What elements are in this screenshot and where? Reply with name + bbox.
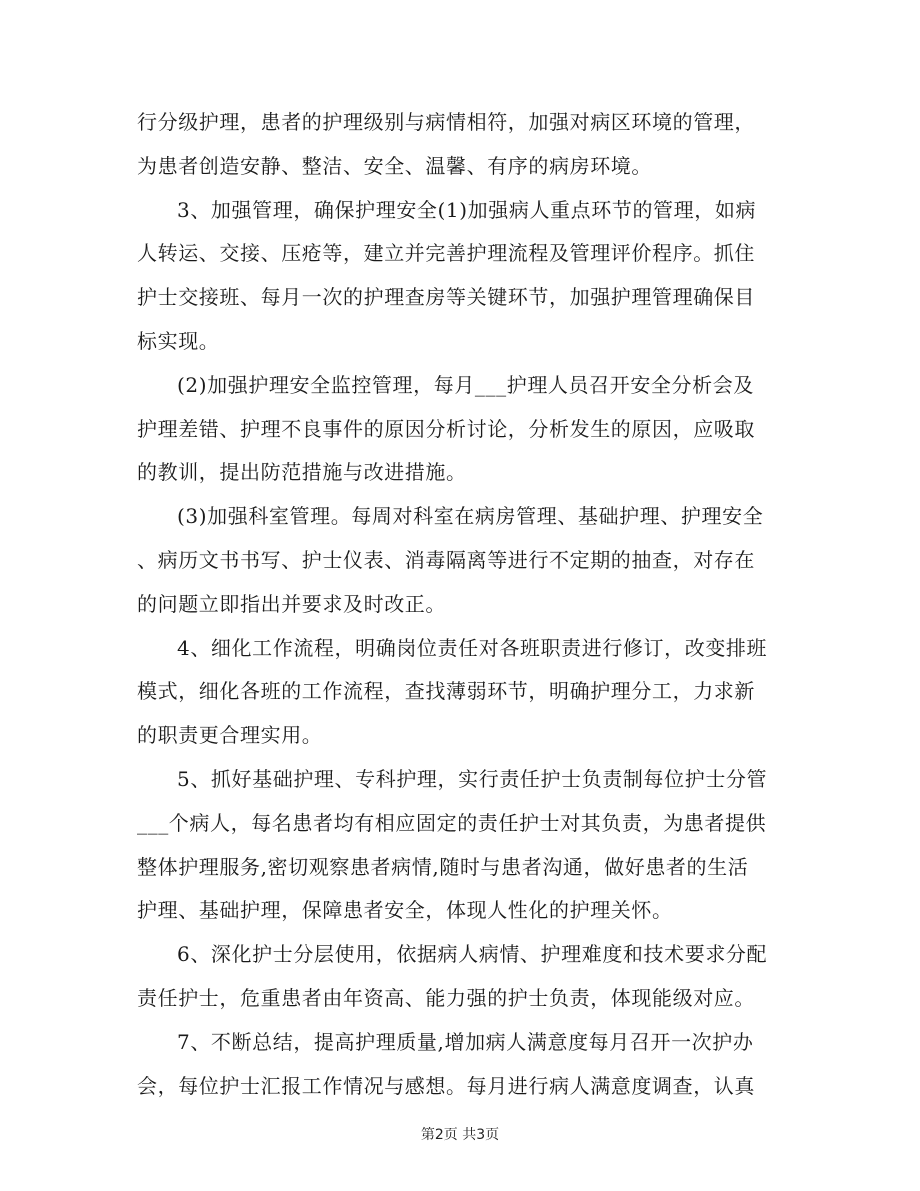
text-line: (3)加强科室管理。每周对科室在病房管理、基础护理、护理安全 [177,504,764,529]
text-line: 整体护理服务,密切观察患者病情,随时与患者沟通，做好患者的生活 [137,854,749,879]
text-line: 7、不断总结，提高护理质量,增加病人满意度每月召开一次护办 [177,1029,754,1054]
paragraph-1 [137,101,787,189]
text-line: (2)加强护理安全监控管理，每月___护理人员召开安全分析会及 [177,372,754,397]
paragraph-3 [137,364,787,495]
text-line: 6、深化护士分层使用，依据病人病情、护理难度和技术要求分配 [177,942,768,967]
text-line: 的教训，提出防范措施与改进措施。 [137,460,467,485]
text-line: 的职责更合理实用。 [137,723,323,748]
text-line: 模式，细化各班的工作流程，查找薄弱环节，明确护理分工，力求新 [137,679,755,704]
text-line: 护理、基础护理，保障患者安全，体现人性化的护理关怀。 [137,898,673,923]
text-line: 、病历文书书写、护士仪表、消毒隔离等进行不定期的抽查，对存在 [137,547,755,572]
text-line: 会，每位护士汇报工作情况与感想。每月进行病人满意度调查，认真 [137,1073,755,1098]
document-body [137,101,787,1108]
text-line: 为患者创造安静、整洁、安全、温馨、有序的病房环境。 [137,153,652,178]
text-line: 人转运、交接、压疮等，建立并完善护理流程及管理评价程序。抓住 [137,241,755,266]
paragraph-6 [137,758,787,933]
text-line: 行分级护理，患者的护理级别与病情相符，加强对病区环境的管理， [137,110,755,134]
text-line: ___个病人，每名患者均有相应固定的责任护士对其负责，为患者提供 [137,810,767,835]
text-line: 4、细化工作流程，明确岗位责任对各班职责进行修订，改变排班 [177,635,768,660]
text-line: 3、加强管理，确保护理安全(1)加强病人重点环节的管理，如病 [177,197,757,222]
text-line: 标实现。 [137,328,220,353]
text-line: 护士交接班、每月一次的护理查房等关键环节，加强护理管理确保目 [137,285,755,310]
paragraph-5 [137,627,787,758]
paragraph-7 [137,933,787,1021]
text-line: 5、抓好基础护理、专科护理，实行责任护士负责制每位护士分管 [177,766,768,791]
paragraph-8 [137,1021,787,1109]
paragraph-4 [137,495,787,626]
text-line: 护理差错、护理不良事件的原因分析讨论，分析发生的原因，应吸取 [137,416,755,441]
paragraph-2 [137,189,787,364]
page-number-footer: 第2页 共3页 [420,1127,500,1143]
text-line: 的问题立即指出并要求及时改正。 [137,591,446,616]
text-line: 责任护士，危重患者由年资高、能力强的护士负责，体现能级对应。 [137,985,755,1010]
